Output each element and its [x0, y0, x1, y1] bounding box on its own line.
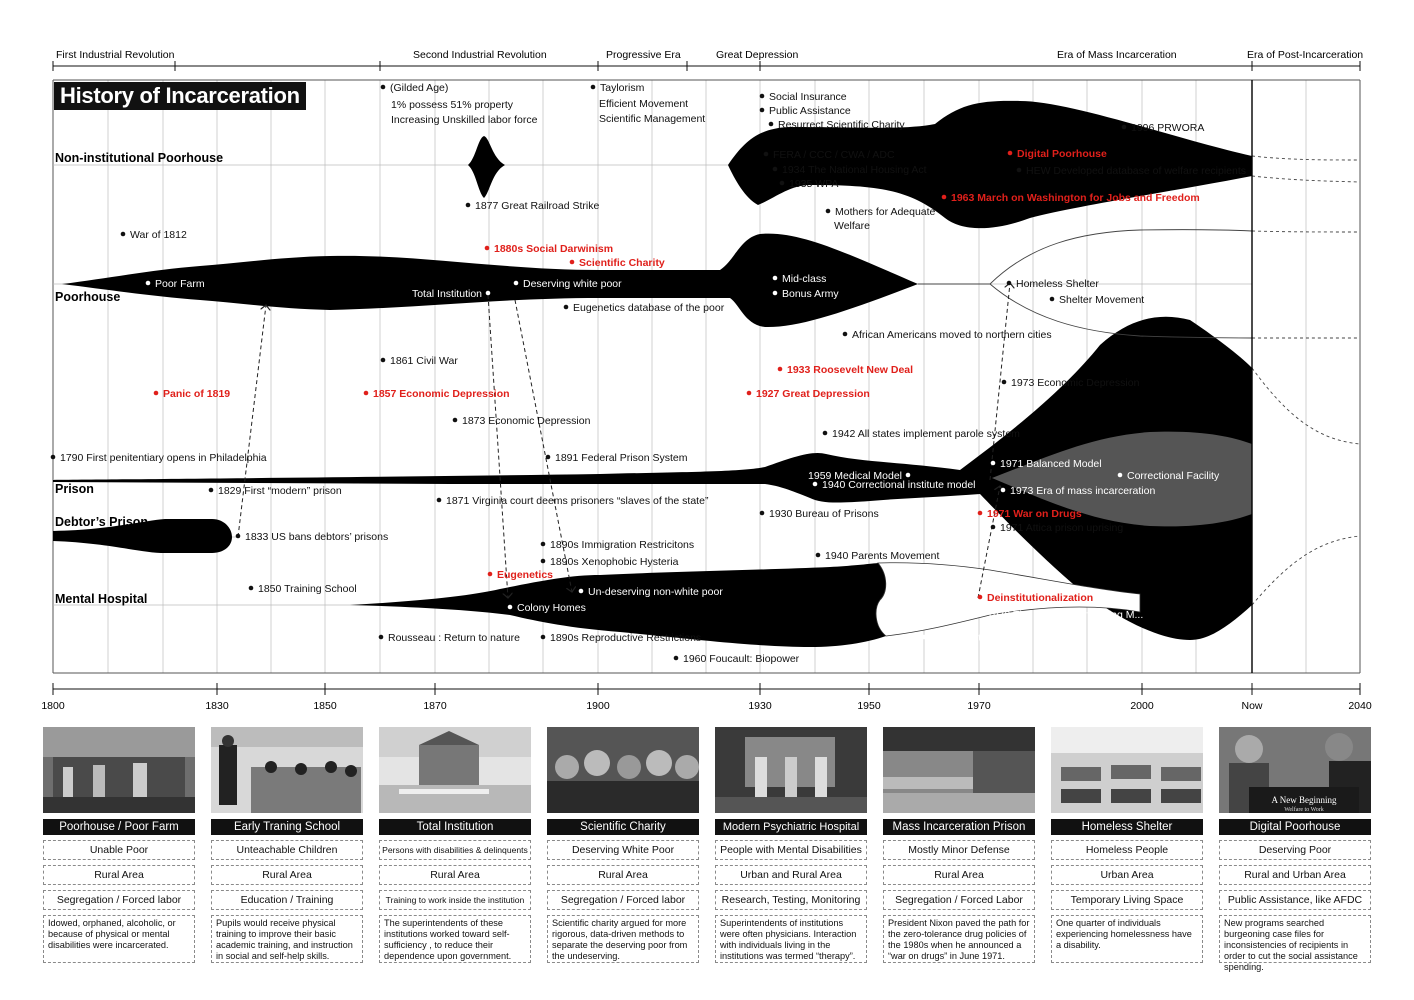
card-purpose: Training to work inside the institution: [379, 890, 531, 910]
event-label: 1960 Foucault: Biopower: [683, 653, 800, 665]
year-tick-label: 2040: [1348, 700, 1372, 712]
event-label: FERA / CCC / CWA / ADC: [773, 149, 895, 161]
event-dot: [121, 232, 126, 237]
event-dot: [541, 542, 546, 547]
event-dot: [978, 612, 983, 617]
event-label: 1927 Great Depression: [756, 388, 870, 400]
event-dot: [906, 473, 911, 478]
event-dot: [508, 605, 513, 610]
event-label: 1942 All states implement parole system: [832, 428, 1020, 440]
event-dot: [1002, 380, 1007, 385]
event-dot: [773, 291, 778, 296]
event-dot: [922, 635, 927, 640]
event-dot: [773, 276, 778, 281]
event-label: 1857 Economic Depression: [373, 388, 510, 400]
era-label: Era of Mass Incarceration: [1057, 49, 1177, 61]
event-label: Panic of 1819: [163, 388, 231, 400]
card-purpose: Education / Training: [211, 890, 363, 910]
event-dot: [437, 498, 442, 503]
event-label: Correctional Facility: [1127, 470, 1220, 482]
event-dot: [541, 635, 546, 640]
event-dot: [760, 511, 765, 516]
card-description: The superintendents of these institutions worked toward self-sufficiency , to reduce their dependence upon government.: [379, 915, 531, 963]
era-label: Second Industrial Revolution: [413, 49, 547, 61]
card-area: Rural Area: [379, 865, 531, 885]
year-axis: [41, 683, 1372, 712]
card-population: Persons with disabilities & delinquents: [379, 840, 531, 860]
year-tick-label: 1900: [586, 700, 610, 712]
children-group-photo: [547, 727, 699, 813]
event-dot: [769, 122, 774, 127]
event-dot: [1050, 297, 1055, 302]
event-label: 1940 Correctional institute model: [822, 479, 976, 491]
card-area: Rural and Urban Area: [1219, 865, 1371, 885]
era-label: First Industrial Revolution: [56, 49, 175, 61]
event-label: Rousseau : Return to nature: [388, 632, 520, 644]
event-label: 1933 Roosevelt New Deal: [787, 364, 914, 376]
event-dot: [978, 595, 983, 600]
podium-sign-line1: A New Beginning: [1271, 795, 1337, 805]
podium-sign-line2: Welfare to Work: [1284, 807, 1324, 813]
event-dot: [764, 152, 769, 157]
card-purpose: Segregation / Forced labor: [43, 890, 195, 910]
event-dot: [514, 281, 519, 286]
card-description: Pupils would receive physical training to improve their basic academic training, and instruction in social and self-help skills.: [211, 915, 363, 963]
event-dot: [991, 525, 996, 530]
card-title: Mass Incarceration Prison: [883, 819, 1035, 835]
event-dot: [249, 586, 254, 591]
card-population: Unteachable Children: [211, 840, 363, 860]
card-description: President Nixon paved the path for the zero-tolerance drug policies of the 1980s when he announced a “war on drugs” in June 1971.: [883, 915, 1035, 963]
era-axis: [53, 49, 1363, 71]
event-label: 1880s Social Darwinism: [494, 243, 614, 255]
event-label: 1930 Bureau of Prisons: [769, 508, 879, 520]
card-purpose: Public Assistance, like AFDC: [1219, 890, 1371, 910]
event-label: Public Assistance: [769, 105, 851, 117]
event-label: (Gilded Age): [390, 82, 449, 94]
card-area: Rural Area: [547, 865, 699, 885]
event-label: Mid-class: [782, 273, 827, 285]
event-dot: [488, 572, 493, 577]
card-area: Rural Area: [883, 865, 1035, 885]
event-dot: [381, 358, 386, 363]
event-label: 1829 First “modern” prison: [218, 485, 342, 497]
event-dot: [364, 391, 369, 396]
event-dot: [843, 332, 848, 337]
era-label: Era of Post-Incarceration: [1247, 49, 1364, 61]
card-description: One quarter of individuals experiencing homelessness have a disability.: [1051, 915, 1203, 963]
page-title: History of Incarceration: [54, 82, 306, 110]
era-label: Great Depression: [716, 49, 799, 61]
event-dot: [816, 553, 821, 558]
card-description: New programs searched burgeoning case files for inconsistencies of recipients in order to cut the social assistance spending.: [1219, 915, 1371, 963]
event-label: 1971 Balanced Model: [1000, 458, 1102, 470]
event-label: Mothers for Adequate: [835, 206, 936, 218]
event-dot: [236, 534, 241, 539]
event-label: 1934 The National Housing Act: [782, 164, 927, 176]
event-label: 1871 Virginia court deems prisoners “slaves of the state”: [446, 495, 709, 507]
event-label: African Americans moved to northern cities: [852, 329, 1052, 341]
event-dot: [1007, 281, 1012, 286]
event-label: Taylorism: [600, 82, 645, 94]
card-population: Deserving Poor: [1219, 840, 1371, 860]
event-label: Eugenetics: [497, 569, 554, 581]
card-title: Poorhouse / Poor Farm: [43, 819, 195, 835]
year-tick-label: 1950: [857, 700, 881, 712]
signing-ceremony-photo: [1219, 727, 1371, 813]
event-label: Normalization: [931, 632, 996, 644]
row-label: Prison: [55, 482, 94, 496]
training-school-photo: [211, 727, 363, 813]
event-label: 1877 Great Railroad Strike: [475, 200, 600, 212]
event-dot: [1017, 168, 1022, 173]
event-dot: [466, 203, 471, 208]
event-label: 1861 Civil War: [390, 355, 458, 367]
card-title: Homeless Shelter: [1051, 819, 1203, 835]
event-label: Deserving white poor: [523, 278, 622, 290]
event-dot: [51, 455, 56, 460]
event-label: Welfare: [834, 220, 870, 232]
event-label: 1959 Medical Model: [808, 470, 902, 482]
poorhouse-photo: [43, 727, 195, 813]
event-label: Eugenetics database of the poor: [573, 302, 725, 314]
event-label: Un-deserving non-white poor: [588, 586, 723, 598]
event-label: Poor Farm: [155, 278, 205, 290]
event-label: Shelter Movement: [1059, 294, 1145, 306]
prison-cellblock-photo: [883, 727, 1035, 813]
event-label: Scientific Charity: [579, 257, 665, 269]
category-card: [547, 727, 699, 963]
event-label: Efficient Movement: [599, 98, 689, 110]
card-title: Scientific Charity: [547, 819, 699, 835]
event-dot: [674, 656, 679, 661]
card-population: People with Mental Disabilities: [715, 840, 867, 860]
card-description: Scientific charity argued for more rigorous, data-driven methods to separate the deserving poor from the undeserving.: [547, 915, 699, 963]
card-area: Urban Area: [1051, 865, 1203, 885]
event-dot: [1122, 125, 1127, 130]
event-label: 1940 Parents Movement: [825, 550, 940, 562]
event-label: Social Insurance: [769, 91, 847, 103]
card-purpose: Segregation / Forced Labor: [883, 890, 1035, 910]
event-dot: [942, 195, 947, 200]
event-dot: [579, 589, 584, 594]
event-dot: [209, 488, 214, 493]
event-label: 1790 First penitentiary opens in Philadelphia: [60, 452, 267, 464]
event-dot: [778, 367, 783, 372]
event-label: 1963 March on Washington for Jobs and Freedom: [951, 192, 1200, 204]
row-label: Poorhouse: [55, 290, 121, 304]
event-label: Deinstitutionalization: [987, 592, 1094, 604]
event-label: 1970 The Independent Living M...: [987, 609, 1144, 621]
event-label: 1873 Economic Depression: [462, 415, 591, 427]
stream-noninstitutional-early: [468, 136, 505, 198]
event-dot: [541, 559, 546, 564]
event-dot: [991, 461, 996, 466]
card-population: Mostly Minor Defense: [883, 840, 1035, 860]
event-label: War of 1812: [130, 229, 187, 241]
category-card: [43, 727, 195, 963]
event-dot: [887, 581, 892, 586]
event-label: 1971 Attica prison uprising: [1000, 522, 1124, 534]
year-tick-label: 1800: [41, 700, 65, 712]
event-label: 1935 WPA: [789, 178, 839, 190]
category-card: [1051, 727, 1203, 963]
event-dot: [379, 635, 384, 640]
event-dot: [747, 391, 752, 396]
event-label: 1996 PRWORA: [1131, 122, 1205, 134]
event-label: 1971 War on Drugs: [987, 508, 1082, 520]
category-card: [211, 727, 363, 963]
year-tick-label: 1870: [423, 700, 447, 712]
event-label: HEW Developed database of welfare recipients: [1026, 165, 1247, 177]
event-dot: [154, 391, 159, 396]
category-card: [715, 727, 867, 963]
era-label: Progressive Era: [606, 49, 681, 61]
event-dot: [564, 305, 569, 310]
year-tick-label: 2000: [1130, 700, 1154, 712]
event-dot: [813, 482, 818, 487]
row-label: Mental Hospital: [55, 592, 148, 606]
event-label: 1890s Reproductive Restrictions: [550, 632, 702, 644]
card-purpose: Research, Testing, Monitoring: [715, 890, 867, 910]
event-label: 1973 Era of mass incarceration: [1010, 485, 1156, 497]
event-label: 1% possess 51% property: [391, 99, 513, 111]
event-dot: [146, 281, 151, 286]
event-label: 1973 Economic Depression: [1011, 377, 1140, 389]
card-population: Homeless People: [1051, 840, 1203, 860]
year-tick-label: 1850: [313, 700, 337, 712]
year-tick-label: 1970: [967, 700, 991, 712]
event-label: Homeless Shelter: [1016, 278, 1099, 290]
event-dot: [570, 260, 575, 265]
event-label: Resurrect Scientific Charity: [778, 119, 905, 131]
event-dot: [453, 418, 458, 423]
hospital-ward-photo: [715, 727, 867, 813]
shelter-beds-photo: [1051, 727, 1203, 813]
category-card: [883, 727, 1035, 963]
event-dot: [780, 181, 785, 186]
institution-building-photo: [379, 727, 531, 813]
card-title: Early Traning School: [211, 819, 363, 835]
event-dot: [591, 85, 596, 90]
event-dot: [978, 511, 983, 516]
year-tick-label: Now: [1241, 700, 1263, 712]
event-label: Total Institution: [411, 288, 482, 300]
card-title: Digital Poorhouse: [1219, 819, 1371, 835]
card-area: Rural Area: [43, 865, 195, 885]
event-label: 1850 Training School: [258, 583, 357, 595]
event-dot: [1008, 151, 1013, 156]
card-area: Rural Area: [211, 865, 363, 885]
event-label: Bonus Army: [782, 288, 839, 300]
card-population: Unable Poor: [43, 840, 195, 860]
year-tick-label: 1930: [748, 700, 772, 712]
row-label: Non-institutional Poorhouse: [55, 151, 224, 165]
card-purpose: Temporary Living Space: [1051, 890, 1203, 910]
event-dot: [1118, 473, 1123, 478]
event-dot: [546, 455, 551, 460]
event-label: Colony Homes: [517, 602, 586, 614]
event-label: 1891 Federal Prison System: [555, 452, 688, 464]
event-label: Digital Poorhouse: [1017, 148, 1107, 160]
event-dot: [486, 291, 491, 296]
event-label: Increasing Unskilled labor force: [391, 114, 538, 126]
card-description: Superintendents of institutions were often physicians. Interaction with individuals living in the institutions was termed “therapy”.: [715, 915, 867, 963]
event-label: 1890s Xenophobic Hysteria: [550, 556, 679, 568]
category-card: [1219, 727, 1371, 972]
event-dot: [823, 431, 828, 436]
event-label: Scientific Management: [599, 113, 706, 125]
event-label: 1890s Immigration Restricitons: [550, 539, 695, 551]
card-title: Modern Psychiatric Hospital: [715, 819, 867, 835]
event-dot: [760, 94, 765, 99]
event-dot: [826, 209, 831, 214]
card-population: Deserving White Poor: [547, 840, 699, 860]
event-dot: [760, 108, 765, 113]
event-label: 1833 US bans debtors’ prisons: [245, 531, 389, 543]
event-dot: [381, 85, 386, 90]
year-tick-label: 1830: [205, 700, 229, 712]
row-label: Debtor’s Prison: [55, 515, 149, 529]
event-dot: [773, 167, 778, 172]
card-area: Urban and Rural Area: [715, 865, 867, 885]
card-purpose: Segregation / Forced labor: [547, 890, 699, 910]
event-label: Modern Psychiary: [896, 578, 981, 590]
category-card: [379, 727, 531, 963]
card-description: Idowed, orphaned, alcoholic, or because of physical or mental disabilities were incarcerated.: [43, 915, 195, 963]
event-dot: [485, 246, 490, 251]
event-dot: [1001, 488, 1006, 493]
card-title: Total Institution: [379, 819, 531, 835]
